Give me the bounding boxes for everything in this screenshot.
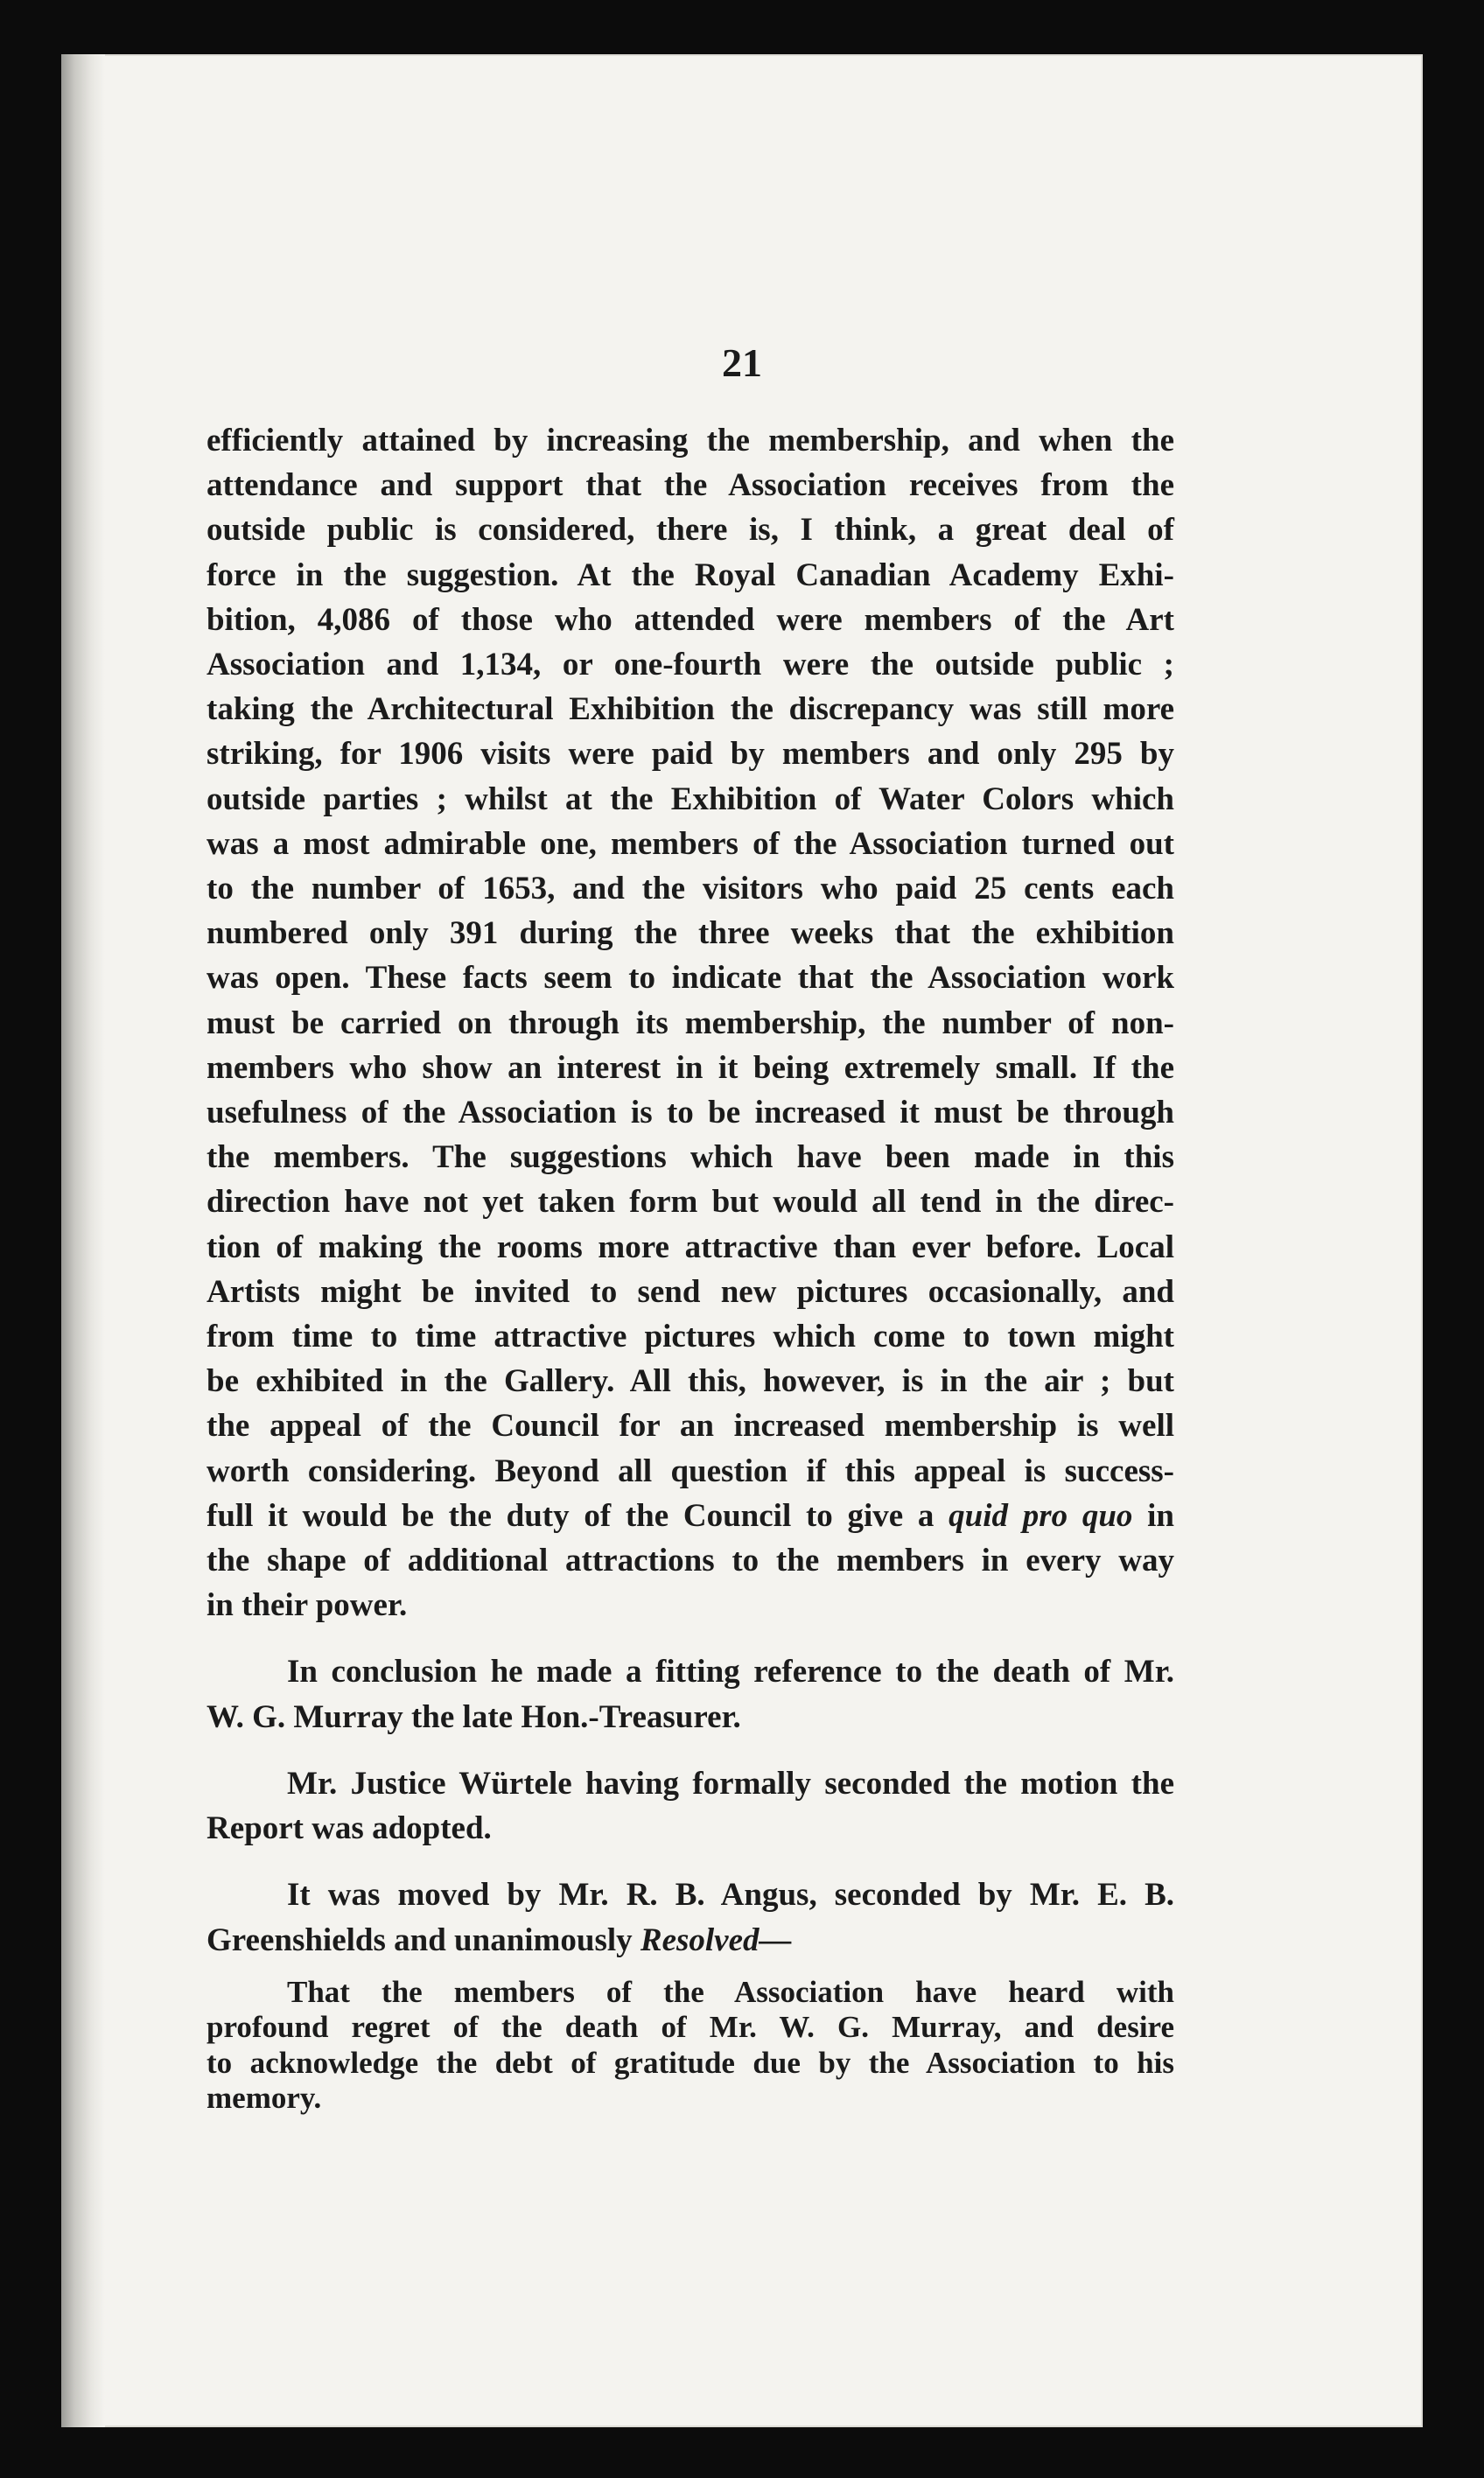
text-line: W. G. Murray the late Hon.-Treasurer. bbox=[206, 1698, 741, 1735]
text-line: profound regret of the death of Mr. W. G. Murray, and desire bbox=[206, 2010, 1174, 2045]
text-line bbox=[206, 1494, 1174, 1538]
text-line: members who show an interest in it being extremely small. If the bbox=[206, 1049, 1174, 1086]
text-line: force in the suggestion. At the Royal Canadian Academy Exhi- bbox=[206, 556, 1174, 593]
paragraph-membership bbox=[206, 418, 1174, 1628]
text-line: usefulness of the Association is to be increased it must be through bbox=[206, 1095, 1174, 1131]
resolution-text bbox=[206, 1975, 1174, 2117]
text-line: striking, for 1906 visits were paid by members and only 295 by bbox=[206, 736, 1174, 773]
text-line: from time to time attractive pictures which come to town might bbox=[206, 1319, 1174, 1355]
text-line: the shape of additional attractions to the members in every way bbox=[206, 1543, 1174, 1579]
text-run: in bbox=[1132, 1497, 1174, 1534]
text-line: worth considering. Beyond all question if this appeal is success- bbox=[206, 1452, 1174, 1489]
text-line: That the members of the Association have heard with bbox=[287, 1974, 1174, 2009]
text-line: Mr. Justice Würtele having formally seconded the motion the bbox=[287, 1765, 1174, 1802]
text-line bbox=[206, 1918, 1174, 1963]
text-line: direction have not yet taken form but would all tend in the direc- bbox=[206, 1184, 1174, 1221]
text-line: attendance and support that the Association receives from the bbox=[206, 467, 1174, 504]
text-line: Association and 1,134, or one-fourth were the outside public ; bbox=[206, 647, 1174, 683]
paragraph-motion bbox=[206, 1872, 1174, 1962]
page-number: 21 bbox=[722, 340, 762, 385]
text-line: Report was adopted. bbox=[206, 1810, 492, 1847]
text-line: memory. bbox=[206, 2081, 322, 2116]
text-line: outside parties ; whilst at the Exhibition of Water Colors which bbox=[206, 780, 1174, 817]
text-line: in their power. bbox=[206, 1587, 408, 1624]
text-line: bition, 4,086 of those who attended were members of the Art bbox=[206, 601, 1174, 638]
text-run: Greenshields and unanimously bbox=[206, 1922, 640, 1958]
italic-phrase: quid pro quo bbox=[948, 1497, 1133, 1534]
text-line: numbered only 391 during the three weeks that the exhibition bbox=[206, 915, 1174, 952]
text-line: the appeal of the Council for an increased membership is well bbox=[206, 1408, 1174, 1445]
text-line: outside public is considered, there is, I think, a great deal of bbox=[206, 512, 1174, 549]
text-line: must be carried on through its membership, the number of non- bbox=[206, 1004, 1174, 1041]
page-gutter-shadow bbox=[61, 54, 105, 2427]
paragraph-report-adopted bbox=[206, 1761, 1174, 1851]
text-line: taking the Architectural Exhibition the discrepancy was still more bbox=[206, 691, 1174, 728]
text-line: to acknowledge the debt of gratitude due by the Association to his bbox=[206, 2045, 1174, 2080]
text-line: was a most admirable one, members of the Association turned out bbox=[206, 825, 1174, 862]
text-line: be exhibited in the Gallery. All this, however, is in the air ; but bbox=[206, 1363, 1174, 1400]
text-line: the members. The suggestions which have been made in this bbox=[206, 1139, 1174, 1176]
text-line: Artists might be invited to send new pictures occasionally, and bbox=[206, 1273, 1174, 1310]
text-line: efficiently attained by increasing the membership, and when the bbox=[206, 423, 1174, 458]
page-body bbox=[206, 418, 1174, 2117]
paragraph-conclusion bbox=[206, 1649, 1174, 1739]
text-line: to the number of 1653, and the visitors who paid 25 cents each bbox=[206, 871, 1174, 907]
text-line: was open. These facts seem to indicate that the Association work bbox=[206, 960, 1174, 997]
text-line: tion of making the rooms more attractive than ever before. Local bbox=[206, 1228, 1174, 1265]
text-line: In conclusion he made a fitting reference to the death of Mr. bbox=[287, 1654, 1174, 1690]
text-line: It was moved by Mr. R. B. Angus, seconded by Mr. E. B. bbox=[287, 1877, 1174, 1914]
italic-resolved: Resolved— bbox=[640, 1922, 792, 1958]
text-run: full it would be the duty of the Council to give a bbox=[206, 1497, 949, 1534]
